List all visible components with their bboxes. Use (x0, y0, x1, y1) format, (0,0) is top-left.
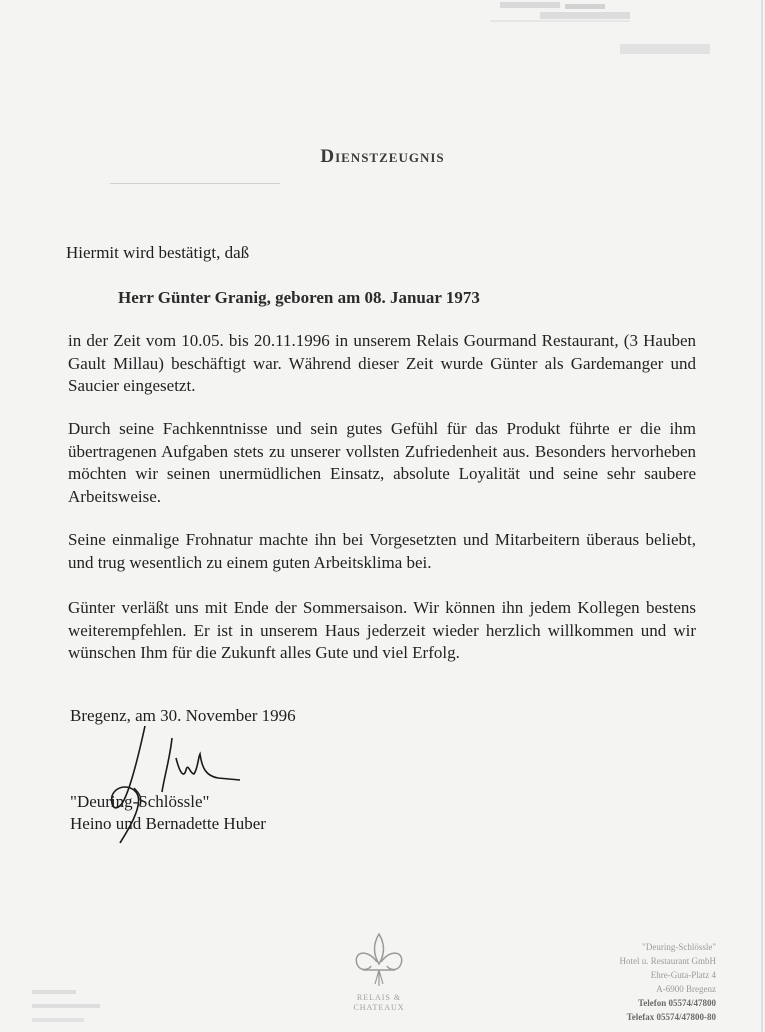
address-company: Hotel u. Restaurant GmbH (619, 956, 716, 966)
footer-address (620, 940, 716, 1024)
business-name: "Deuring-Schlössle" (70, 792, 210, 811)
scan-artifact-stamp (470, 0, 730, 70)
address-fax: Telefax 05574/47800-80 (626, 1012, 716, 1022)
subject-line: Herr Günter Granig, geboren am 08. Januar 1973 (118, 288, 480, 307)
address-phone: Telefon 05574/47800 (638, 998, 716, 1008)
paragraph-performance: Durch seine Fachkenntnisse und sein gutes Gefühl für das Produkt führte er die ihm übertragenen Aufgaben stets zu unserer vollsten Zufriedenheit aus. Besonders hervorheben möchten wir seinen unermüdlichen Einsatz, absolute Loyalität und seine sehr saubere Arbeitsweise. (68, 419, 696, 506)
paragraph-character: Seine einmalige Frohnatur machte ihn bei Vorgesetzten und Mitarbeitern überaus beliebt, und trug wesentlich zu einem guten Arbeitsklima bei. (68, 530, 696, 572)
paragraph-employment: in der Zeit vom 10.05. bis 20.11.1996 in unserem Relais Gourmand Restaurant, (3 Hauben Gault Millau) beschäftigt war. Während dieser Zeit wurde Günter als Gardemanger und Saucier eingesetzt. (68, 331, 696, 395)
fleur-de-lis-icon (349, 930, 409, 988)
title-rule (110, 183, 280, 184)
address-name: "Deuring-Schlössle" (642, 942, 716, 952)
faded-registration-text (32, 988, 122, 1028)
relais-chateaux-logo (334, 930, 424, 1030)
logo-text-line-2: CHATEAUX (353, 1003, 405, 1012)
place-date: Bregenz, am 30. November 1996 (70, 706, 296, 725)
owners-line: Heino und Bernadette Huber (70, 814, 266, 833)
address-city: A-6900 Bregenz (656, 984, 716, 994)
paragraph-recommendation: Günter verläßt uns mit Ende der Sommersaison. Wir können ihn jedem Kollegen bestens weiterempfehlen. Er ist in unserem Haus jederzeit wieder herzlich willkommen und wir wünschen Ihm für die Zukunft alles Gute und viel Erfolg. (68, 598, 696, 662)
intro-line: Hiermit wird bestätigt, daß (66, 243, 250, 262)
logo-text-line-1: RELAIS & (356, 993, 402, 1002)
address-street: Ehre-Guta-Platz 4 (650, 970, 716, 980)
document-title: Dienstzeugnis (320, 146, 445, 167)
